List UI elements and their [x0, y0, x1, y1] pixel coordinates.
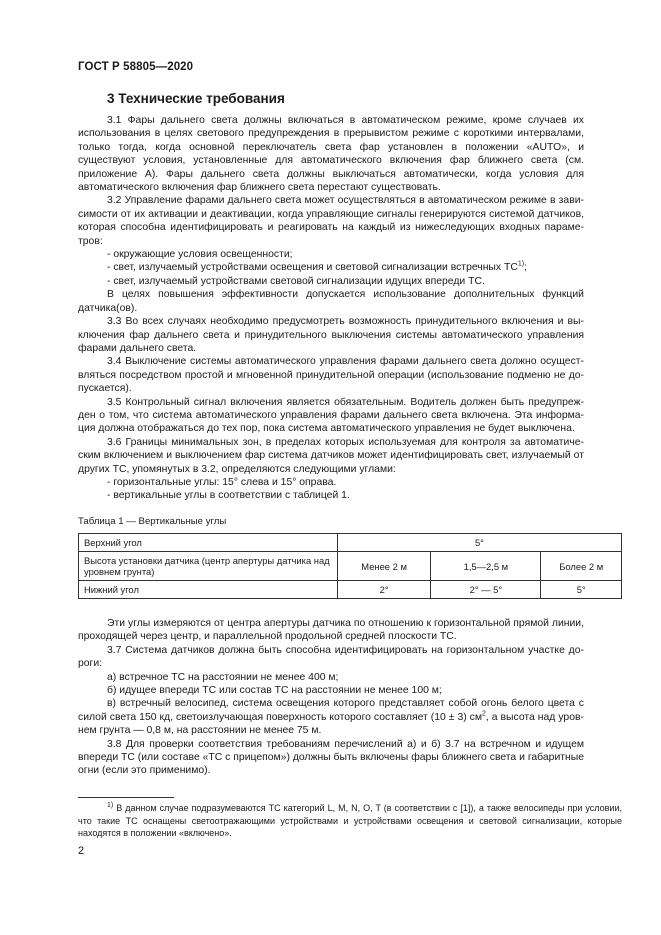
section-title: 3 Технические требования	[107, 91, 285, 106]
paragraph-3-1: 3.1 Фары дальнего света должны включаться в автоматическом режиме, кроме случаев их использования в целях светового предупреждения в прерывистом режиме с короткими интервалами, только тогда, когда основной переключатель света фар установлен в положении «AUTO», и существуют условия, установленные для автоматического включения фар ближнего света (см. приложение А). Фары дальнего света должны выключаться автоматически, когда условия для автоматического включения фар ближнего света перестают существовать.	[78, 115, 584, 194]
page-number: 2	[78, 845, 85, 857]
paragraph-3-8: 3.8 Для проверки соответствия требованиям перечислений а) и б) 3.7 на встречном и идущем впереди ТС (или составе «ТС с прицепом») должны быть включены фары ближнего света и габаритные огни (если это применимо).	[78, 738, 584, 777]
table-cell-height-1: Менее 2 м	[337, 552, 430, 581]
paragraph-efficiency: В целях повышения эффективности допускается использование дополнительных функций датчика(ов).	[78, 289, 584, 314]
table-row	[79, 552, 622, 581]
paragraph-3-4: 3.4 Выключение системы автоматического управления фарами дальнего света должно осуществляться посредством простой и мгновенной принудительной операции (использование подменю не допускается).	[78, 356, 584, 395]
table-cell-height-label: Высота установки датчика (центр апертуры датчика над уровнем грунта)	[79, 552, 338, 581]
footnote-ref: 1)	[517, 261, 525, 268]
paragraph-3-5: 3.5 Контрольный сигнал включения является обязательным. Водитель должен быть предупрежден о том, что система автоматического управления фарами дальнего света включена. Эта информация должна отображаться до тех пор, пока система автоматического управления не будет выключена.	[78, 396, 584, 435]
list-item-preceding-light: - свет, излучаемый устройствами световой сигнализации идущих впереди ТС.	[107, 275, 485, 287]
superscript-2: 2	[482, 710, 486, 718]
paragraph-angles: Эти углы измеряются от центра апертуры датчика по отношению к горизонтальной прямой линии, проходящей через центр, и параллельной продольной средней плоскости ТС.	[78, 618, 584, 643]
list-item-ambient-light: - окружающие условия освещенности;	[107, 249, 293, 261]
list-item-oncoming-light-end: ;	[524, 262, 527, 274]
paragraph-3-3: 3.3 Во всех случаях необходимо предусмотреть возможность принудительного включения и выключения фар дальнего света и принудительного выключения системы автоматического управления фарами дальнего света.	[78, 316, 584, 354]
table-cell-lower-2: 2° — 5°	[431, 581, 541, 599]
requirements-text-upper	[78, 114, 584, 503]
list-item-oncoming-light	[78, 261, 584, 274]
footnote-body: В данном случае подразумеваются ТС категорий L, M, N, O, T (в соответствии с [1]), а также велосипеды при условии, что такие ТС оснащены светоотражающими устройствами и устройствами освещения и световой сигнализации, которые находятся в положении «включено».	[78, 803, 622, 839]
footnote-marker: 1)	[107, 802, 114, 809]
list-item-horizontal-angles: - горизонтальные углы: 15° слева и 15° оправа.	[107, 476, 337, 488]
table-cell-upper-label: Верхний угол	[79, 534, 338, 552]
table-cell-lower-3: 5°	[541, 581, 622, 599]
footnote-divider	[78, 797, 174, 798]
table-cell-height-2: 1,5—2,5 м	[431, 552, 541, 581]
table-cell-height-3: Более 2 м	[541, 552, 622, 581]
table-row	[79, 534, 622, 552]
footnote	[78, 802, 622, 840]
list-item-c-text: в) встречный велосипед, система освещения которого представляет собой огонь белого цвета с силой света 150 кд, светоизлучающая поверхность которого составляет (10 ± 3) см	[78, 698, 584, 723]
list-item-b: б) идущее впереди ТС или состав ТС на расстоянии не менее 100 м;	[107, 685, 442, 697]
table-row	[79, 581, 622, 599]
list-item-c-end: , а высота над уровнем грунта — 0,8 м, на расстоянии не менее 75 м.	[78, 711, 584, 737]
list-item-vertical-angles: - вертикальные углы в соответствии с таблицей 1.	[107, 490, 350, 502]
list-item-oncoming-light-text: - свет, излучаемый устройствами освещения и световой сигнализации встречных ТС	[107, 262, 518, 274]
footnote-text	[78, 802, 622, 840]
document-header: ГОСТ Р 58805—2020	[78, 61, 194, 73]
list-item-c	[78, 697, 584, 737]
paragraph-3-2: 3.2 Управление фарами дальнего света может осуществляться в автоматическом режиме в зависимости от их активации и деактивации, когда управляющие сигналы генерируются системой датчиков, которая способна идентифицировать и реагировать на каждый из нижеследующих входных параметров:	[78, 195, 584, 247]
vertical-angles-table	[78, 533, 622, 599]
paragraph-3-6: 3.6 Границы минимальных зон, в пределах которых используемая для контроля за автоматическим включением и выключением фар система датчиков может идентифицировать свет, излучаемый от других ТС, упомянутых в 3.2, определяются следующими углами:	[78, 436, 584, 475]
table-cell-lower-label: Нижний угол	[79, 581, 338, 599]
requirements-text-lower	[78, 617, 584, 778]
table-caption: Таблица 1 — Вертикальные углы	[78, 516, 227, 527]
table-cell-upper-value: 5°	[337, 534, 621, 552]
table-cell-lower-1: 2°	[337, 581, 430, 599]
paragraph-3-7: 3.7 Система датчиков должна быть способна идентифицировать на горизонтальном участке дороги:	[78, 644, 584, 670]
list-item-a: а) встречное ТС на расстоянии не менее 400 м;	[107, 671, 339, 683]
